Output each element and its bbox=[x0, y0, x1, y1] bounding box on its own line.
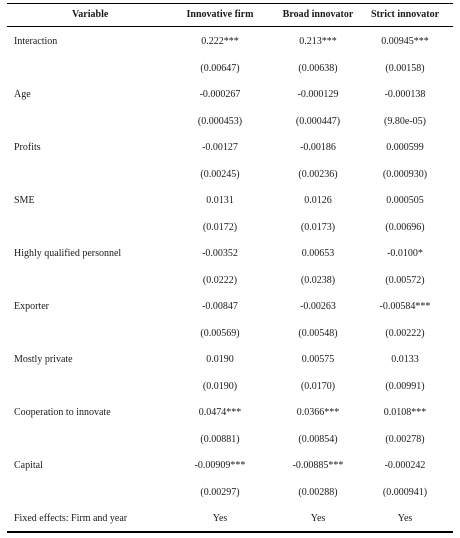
cell-strict-innovator: (0.00696) bbox=[385, 222, 425, 233]
cell-innovative-firm: -0.000267 bbox=[199, 89, 241, 100]
row-label: Mostly private bbox=[14, 354, 73, 365]
cell-strict-innovator: 0.000599 bbox=[386, 142, 424, 153]
row-label: Exporter bbox=[14, 301, 49, 312]
bottom-rule bbox=[7, 531, 453, 533]
cell-broad-innovator: (0.0238) bbox=[300, 275, 336, 286]
cell-innovative-firm: -0.00847 bbox=[202, 301, 238, 312]
row-label: Fixed effects: Firm and year bbox=[14, 513, 128, 524]
cell-innovative-firm: (0.00297) bbox=[200, 487, 240, 498]
cell-broad-innovator: (0.0173) bbox=[300, 222, 336, 233]
cell-innovative-firm: (0.00881) bbox=[200, 434, 240, 445]
cell-innovative-firm: Yes bbox=[212, 513, 228, 524]
cell-strict-innovator: (0.000930) bbox=[382, 169, 428, 180]
cell-broad-innovator: (0.00854) bbox=[298, 434, 338, 445]
cell-innovative-firm: (0.0190) bbox=[202, 381, 238, 392]
cell-broad-innovator: (0.00288) bbox=[298, 487, 338, 498]
cell-innovative-firm: 0.0190 bbox=[206, 354, 234, 365]
cell-broad-innovator: (0.00236) bbox=[298, 169, 338, 180]
cell-broad-innovator: (0.0170) bbox=[300, 381, 336, 392]
cell-innovative-firm: (0.00569) bbox=[200, 328, 240, 339]
cell-strict-innovator: (0.000941) bbox=[382, 487, 428, 498]
cell-strict-innovator: (9.80e-05) bbox=[384, 116, 426, 127]
cell-broad-innovator: -0.00885*** bbox=[292, 460, 344, 471]
header-rule bbox=[7, 26, 453, 27]
header-broad-innovator: Broad innovator bbox=[282, 9, 354, 20]
cell-broad-innovator: 0.00575 bbox=[301, 354, 335, 365]
row-label: Cooperation to innovate bbox=[14, 407, 111, 418]
cell-strict-innovator: 0.0133 bbox=[391, 354, 419, 365]
cell-broad-innovator: 0.213*** bbox=[299, 36, 337, 47]
cell-strict-innovator: -0.0100* bbox=[387, 248, 423, 259]
cell-strict-innovator: 0.00945*** bbox=[381, 36, 429, 47]
cell-innovative-firm: (0.0172) bbox=[202, 222, 238, 233]
cell-strict-innovator: -0.000242 bbox=[384, 460, 426, 471]
cell-broad-innovator: 0.0366*** bbox=[296, 407, 340, 418]
header-variable: Variable bbox=[72, 9, 109, 20]
cell-broad-innovator: -0.000129 bbox=[297, 89, 339, 100]
cell-innovative-firm: -0.00909*** bbox=[194, 460, 246, 471]
cell-strict-innovator: -0.00584*** bbox=[379, 301, 431, 312]
cell-broad-innovator: -0.00263 bbox=[300, 301, 336, 312]
header-innovative-firm: Innovative firm bbox=[186, 9, 254, 20]
cell-innovative-firm: (0.00245) bbox=[200, 169, 240, 180]
top-rule bbox=[7, 3, 453, 4]
row-label: Age bbox=[14, 89, 31, 100]
cell-broad-innovator: Yes bbox=[310, 513, 326, 524]
cell-strict-innovator: (0.00572) bbox=[385, 275, 425, 286]
cell-innovative-firm: 0.0131 bbox=[206, 195, 234, 206]
cell-innovative-firm: -0.00127 bbox=[202, 142, 238, 153]
cell-strict-innovator: 0.0108*** bbox=[383, 407, 427, 418]
cell-innovative-firm: (0.000453) bbox=[197, 116, 243, 127]
cell-innovative-firm: (0.0222) bbox=[202, 275, 238, 286]
cell-innovative-firm: 0.0474*** bbox=[198, 407, 242, 418]
cell-strict-innovator: (0.00991) bbox=[385, 381, 425, 392]
cell-broad-innovator: (0.000447) bbox=[295, 116, 341, 127]
cell-strict-innovator: (0.00222) bbox=[385, 328, 425, 339]
row-label: Highly qualified personnel bbox=[14, 248, 122, 259]
cell-broad-innovator: -0.00186 bbox=[300, 142, 336, 153]
header-strict-innovator: Strict innovator bbox=[370, 9, 440, 20]
cell-strict-innovator: 0.000505 bbox=[386, 195, 424, 206]
cell-innovative-firm: 0.222*** bbox=[201, 36, 239, 47]
cell-broad-innovator: (0.00638) bbox=[298, 63, 338, 74]
row-label: SME bbox=[14, 195, 35, 206]
row-label: Interaction bbox=[14, 36, 58, 47]
cell-strict-innovator: (0.00158) bbox=[385, 63, 425, 74]
cell-innovative-firm: (0.00647) bbox=[200, 63, 240, 74]
cell-innovative-firm: -0.00352 bbox=[202, 248, 238, 259]
cell-broad-innovator: 0.00653 bbox=[301, 248, 335, 259]
cell-broad-innovator: (0.00548) bbox=[298, 328, 338, 339]
row-label: Profits bbox=[14, 142, 41, 153]
cell-strict-innovator: -0.000138 bbox=[384, 89, 426, 100]
row-label: Capital bbox=[14, 460, 43, 471]
cell-broad-innovator: 0.0126 bbox=[304, 195, 332, 206]
cell-strict-innovator: (0.00278) bbox=[385, 434, 425, 445]
cell-strict-innovator: Yes bbox=[397, 513, 413, 524]
